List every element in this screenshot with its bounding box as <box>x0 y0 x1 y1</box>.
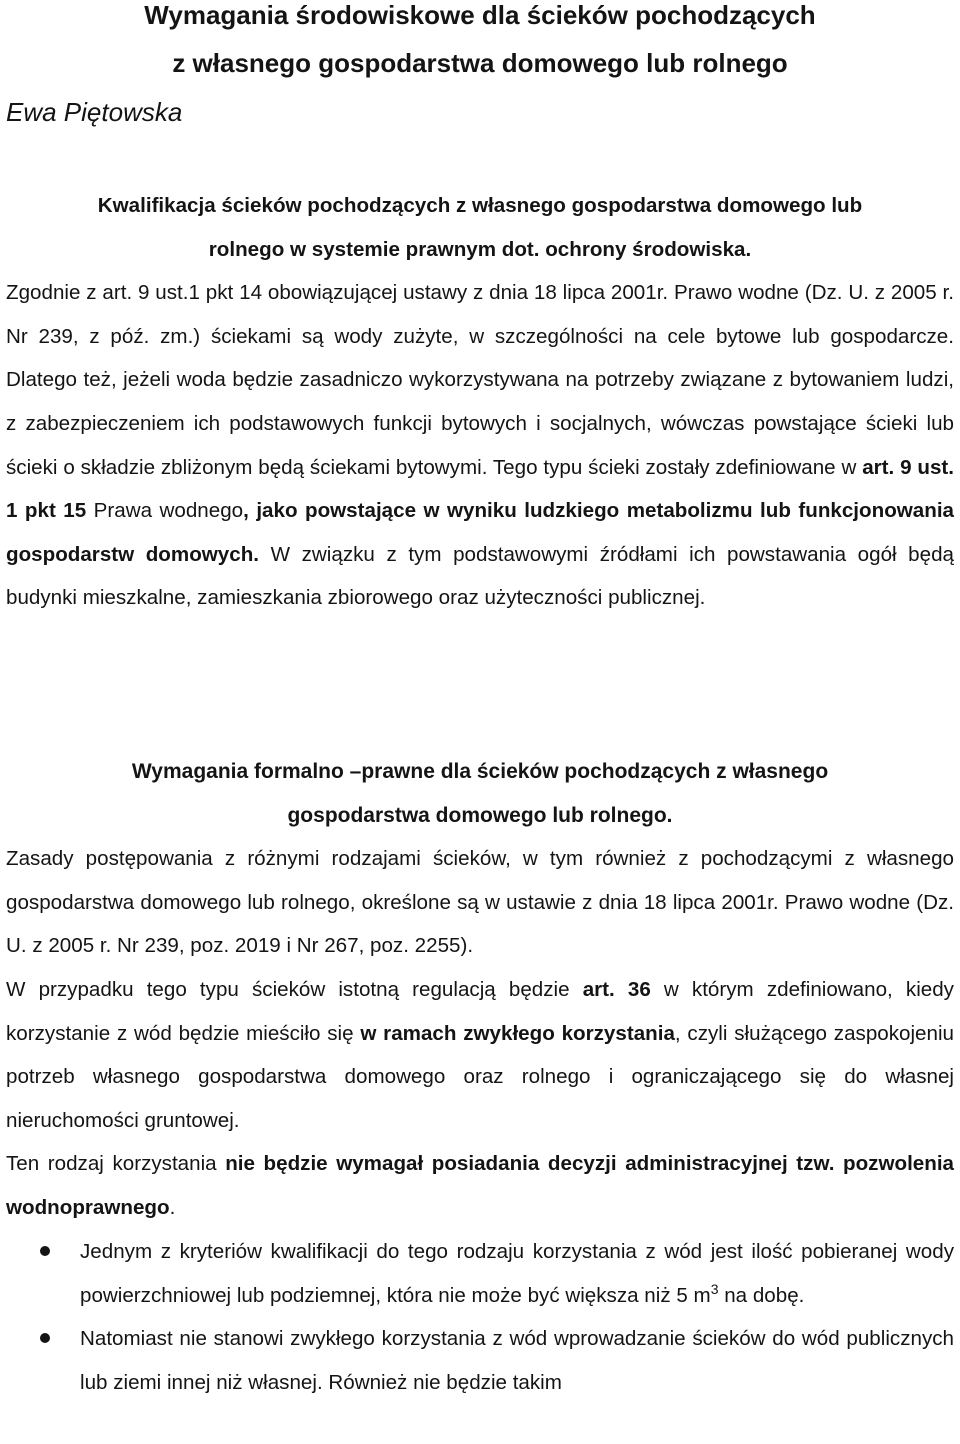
section-1-heading-line-1: Kwalifikacja ścieków pochodzących z własnego gospodarstwa domowego lub <box>97 194 863 217</box>
bullet-icon <box>40 1246 50 1256</box>
paragraph-definition <box>6 271 954 620</box>
article-reference: art. 9 ust. 1 pkt 15 <box>6 455 954 523</box>
paragraph-article-36-text-3: , czyli służącego zaspokojeniu potrzeb własnego gospodarstwa domowego oraz rolnego i ograniczającego się do własnej nieruchomości gruntowej. <box>6 1021 954 1132</box>
section-1-heading <box>6 184 954 271</box>
list-item <box>6 1317 954 1404</box>
paragraph-permit-text: Ten rodzaj korzystania <box>6 1152 226 1176</box>
section-1-heading-line-2: rolnego w systemie prawnym dot. ochrony środowiska. <box>208 237 752 261</box>
ordinary-use-bold: w ramach zwykłego korzystania <box>360 1021 675 1045</box>
superscript: 3 <box>710 1280 719 1297</box>
definition-bold: , jako powstające w wyniku ludzkiego metabolizmu lub funkcjonowania gospodarstw domowych. <box>6 499 954 566</box>
section-2-heading-line-1: Wymagania formalno –prawne dla ścieków pochodzących z własnego <box>131 760 829 783</box>
document-title-line-2: z własnego gospodarstwa domowego lub rolnego <box>172 48 788 78</box>
paragraph-article-36 <box>6 968 954 1142</box>
bullet-icon <box>40 1333 50 1343</box>
law-name: Prawa wodnego <box>86 499 244 523</box>
permit-bold: nie będzie wymagał posiadania decyzji administracyjnej tzw. pozwolenia wodnoprawnego <box>6 1152 954 1219</box>
list-item <box>6 1230 954 1317</box>
section-2 <box>6 750 954 1230</box>
list-item-text-end: na dobę. <box>718 1283 805 1307</box>
paragraph-article-36-text-2: w którym zdefiniowano, kiedy korzystanie z wód będzie mieściło się <box>6 977 954 1045</box>
list-item-text: Natomiast nie stanowi zwykłego korzystania z wód wprowadzanie ścieków do wód publicznych lub ziemi innej niż własnej. Również nie będzie takim <box>80 1327 954 1394</box>
section-1 <box>6 184 954 620</box>
document-title-line-1: Wymagania środowiskowe dla ścieków pochodzących <box>144 0 816 30</box>
paragraph-rules: Zasady postępowania z różnymi rodzajami ścieków, w tym również z pochodzącymi z własnego gospodarstwa domowego lub rolnego, określone są w ustawie z dnia 18 lipca 2001r. Prawo wodne (Dz. U. z 2005 r. Nr 239, poz. 2019 i Nr 267, poz. 2255). <box>6 847 954 958</box>
article-36-reference: art. 36 <box>582 977 651 1001</box>
paragraph-permit-end: . <box>169 1195 176 1219</box>
paragraph-article-36-text: W przypadku tego typu ścieków istotną regulacją będzie <box>6 977 583 1001</box>
criteria-list <box>6 1230 954 1404</box>
section-2-heading <box>6 750 954 837</box>
paragraph-permit <box>6 1142 954 1229</box>
paragraph-definition-text: Zgodnie z art. 9 ust.1 pkt 14 obowiązującej ustawy z dnia 18 lipca 2001r. Prawo wodne (Dz. U. z 2005 r. Nr 239, z póź. zm.) ściekami są wody zużyte, w szczególności na cele bytowe lub gospodarcze. Dlatego też, jeżeli woda będzie zasadniczo wykorzystywana na potrzeby związane z bytowaniem ludzi, z zabezpieczeniem ich podstawowych funkcji bytowych i socjalnych, wówczas powstające ścieki lub ścieki o składzie zbliżonym będą ściekami bytowymi. Tego typu ścieki zostały zdefiniowane w <box>6 281 954 479</box>
author-name: Ewa Piętowska <box>6 97 183 127</box>
paragraph-sources: W związku z tym podstawowymi źródłami ich powstawania ogół będą budynki mieszkalne, zamieszkania zbiorowego oraz użyteczności publicznej. <box>6 542 954 610</box>
list-item-text: Jednym z kryteriów kwalifikacji do tego rodzaju korzystania z wód jest ilość pobieranej wody powierzchniowej lub podziemnej, która nie może być większa niż 5 m <box>80 1240 954 1307</box>
section-2-heading-line-2: gospodarstwa domowego lub rolnego. <box>287 803 673 827</box>
